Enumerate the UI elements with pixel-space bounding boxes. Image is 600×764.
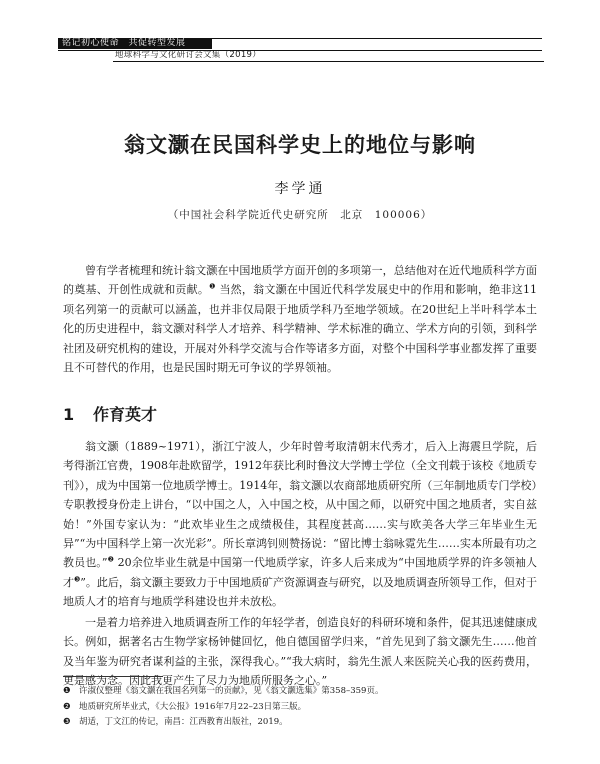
- section-paragraph-1: [63, 437, 537, 612]
- footnotes: [63, 684, 537, 731]
- footnote-text: 许淑仪整理《翁文灏在我国名列第一的贡献》，见《翁文灏选集》第358–359页。: [79, 686, 384, 696]
- proceedings-title: 地球科学与文化研讨会文集（2019）: [113, 50, 544, 62]
- footnote-text: 胡适，丁文江的传记，南昌：江西教育出版社，2019。: [79, 717, 288, 727]
- footnote-marker: ❶: [63, 686, 71, 696]
- footnote-ref-2[interactable]: ❷: [107, 555, 115, 564]
- section-heading: [63, 404, 537, 426]
- footnote-divider: [63, 676, 163, 677]
- footnote-ref-3[interactable]: ❸: [74, 575, 81, 584]
- footnote-marker: ❸: [63, 717, 71, 727]
- series-banner: 铭记初心使命 共促转型发展: [58, 38, 212, 49]
- footnote-text: 地质研究所毕业式，《大公报》1916年7月22–23日第三版。: [79, 701, 307, 712]
- section-paragraph-2: 一是着力培养进入地质调查所工作的年轻学者，创造良好的科研环境和条件，促其迅速健康成长。例如，据著名古生物学家杨钟健回忆，他自德国留学归来，“首先见到了翁文灏先生……他首及当年鉴为研究者谋利益的主张，深得我心。”“我大病时，翁先生派人来医院关心我的医药费用，更是感为念。因此我更产生了尽力为地质所服务之心。”: [63, 616, 537, 688]
- footnote-marker: ❷: [63, 701, 71, 712]
- footnote-ref-1[interactable]: ❶: [209, 282, 216, 291]
- para1-text-b: 20余位毕业生就是中国第一代地质学家，许多人后来成为“中国地质学界的许多领袖人才: [63, 556, 537, 589]
- para1-text-a: 翁文灏（1889~1971），浙江宁波人，少年时曾考取清朝末代秀才，后入上海震旦学院，后考得浙江官费，1908年赴欧留学，1912年获比利时鲁汶大学博士学位（全文刊载于该校《地质专刊》），成为中国第一位地质学博士。1914年，翁文灏以农商部地质研究所（三年制地质专门学校）专职教授身份走上讲台，“以中国之人，入中国之校，从中国之师，以研究中国之地质者，实自兹始！”外国专家认为：“此欢毕业生之成绩极佳，其程度甚高……实与欧美各大学三年毕业生无异”“为中国科学上第一次光彩”。所长章鸿钊则赞扬说：“留比博士翁咏霓先生……实本所最有功之教员也。”: [63, 440, 537, 570]
- footnote-item: [63, 684, 537, 700]
- intro-text-b: 当然，翁文灏在中国近代科学发展史中的作用和影响，绝非这11项名列第一的贡献可以涵盖，也并非仅局限于地质学科乃至地学领域。在20世纪上半叶科学本土化的历史进程中，翁文灏对科学人才培养、科学精神、学术标准的确立、学术方向的引领，到科学社团及研究机构的建设，开展对外科学交流与合作等诸多方面，对整个中国科学事业都发挥了重要且不可替代的作用，也是民国时期无可争议的学界领袖。: [63, 283, 538, 375]
- footnote-item: [63, 715, 537, 731]
- section-number: 1: [63, 405, 75, 424]
- para1-text-c: ”。此后，翁文灏主要致力于中国地质矿产资源调查与研究，以及地质调查所领导工作，但对于地质人才的培育与地质学科建设也并未放松。: [63, 575, 538, 609]
- intro-paragraph: [63, 261, 537, 377]
- section-title: 作育英才: [93, 405, 158, 424]
- author-affiliation: （中国社会科学院近代史研究所 北京 100006）: [167, 209, 433, 221]
- article-author: 李学通: [274, 181, 326, 197]
- running-header: [58, 38, 542, 61]
- footnote-item: [63, 700, 537, 716]
- intro-text-a: 曾有学者梳理和统计翁文灏在中国地质学方面开创的多项第一，总结他对在近代地质科学方面的奠基、开创性成就和贡献。: [63, 264, 537, 297]
- article-title: 翁文灏在民国科学史上的地位与影响: [124, 133, 476, 157]
